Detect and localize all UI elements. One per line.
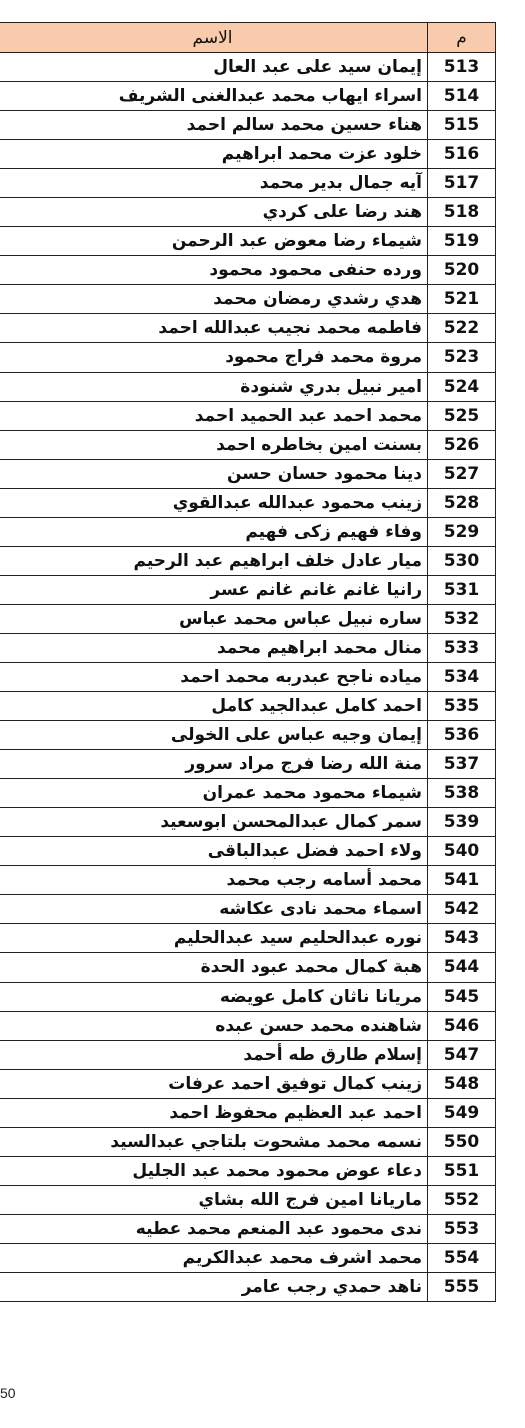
row-number: 535 (427, 692, 496, 720)
row-name: زينب كمال توفيق احمد عرفات (168, 1073, 422, 1094)
row-name: إسلام طارق طه أحمد (243, 1044, 422, 1065)
table-row (0, 82, 496, 111)
row-number: 537 (427, 750, 496, 778)
table-row (0, 1186, 496, 1215)
row-name: محمد أسامه رجب محمد (226, 870, 422, 891)
row-name: نوره عبدالحليم سيد عبدالحليم (173, 928, 422, 949)
table-row (0, 808, 496, 837)
row-number: 543 (427, 924, 496, 952)
table-row (0, 53, 496, 82)
row-name: وفاء فهيم زكى فهيم (245, 521, 422, 542)
row-number: 526 (427, 431, 496, 459)
table-row (0, 866, 496, 895)
table-row (0, 1012, 496, 1041)
row-name: مروة محمد فراج محمود (225, 347, 422, 368)
table-row (0, 198, 496, 227)
row-number: 524 (427, 373, 496, 401)
row-number: 514 (427, 82, 496, 110)
row-number: 552 (427, 1186, 496, 1214)
row-name: إيمان سيد على عبد العال (213, 57, 422, 78)
table-row (0, 343, 496, 372)
table-row (0, 460, 496, 489)
row-number: 533 (427, 634, 496, 662)
table-row (0, 1157, 496, 1186)
row-number: 553 (427, 1215, 496, 1243)
row-name: منال محمد ابراهيم محمد (216, 637, 422, 658)
table-header-row (0, 23, 496, 53)
table-row (0, 953, 496, 982)
table-row (0, 1041, 496, 1070)
row-number: 528 (427, 489, 496, 517)
row-number: 518 (427, 198, 496, 226)
row-name: ساره نبيل عباس محمد عباس (179, 608, 422, 629)
row-number: 541 (427, 866, 496, 894)
row-name: فاطمه محمد نجيب عبدالله احمد (158, 318, 422, 339)
table-row (0, 1070, 496, 1099)
row-name: سمر كمال عبدالمحسن ابوسعيد (160, 812, 422, 833)
row-number: 547 (427, 1041, 496, 1069)
table-row (0, 547, 496, 576)
table-row (0, 111, 496, 140)
row-name: محمد احمد عبد الحميد احمد (194, 405, 422, 426)
row-name: ناهد حمدي رجب عامر (241, 1276, 422, 1297)
table-row (0, 256, 496, 285)
page-footer-number: 50 (0, 1385, 16, 1401)
table-row (0, 1128, 496, 1157)
row-number: 532 (427, 605, 496, 633)
row-number: 545 (427, 983, 496, 1011)
row-number: 555 (427, 1273, 496, 1301)
row-name: شاهنده محمد حسن عبده (215, 1015, 422, 1036)
row-number: 520 (427, 256, 496, 284)
table-row (0, 1099, 496, 1128)
row-number: 530 (427, 547, 496, 575)
row-number: 544 (427, 953, 496, 981)
row-number: 525 (427, 402, 496, 430)
row-number: 516 (427, 140, 496, 168)
table-row (0, 518, 496, 547)
table-row (0, 721, 496, 750)
row-number: 548 (427, 1070, 496, 1098)
table-row (0, 663, 496, 692)
table-row (0, 634, 496, 663)
table-row (0, 140, 496, 169)
table-row (0, 779, 496, 808)
names-table (0, 22, 496, 1302)
row-name: اسماء محمد نادى عكاشه (219, 899, 422, 920)
row-name: هدي رشدي رمضان محمد (213, 289, 422, 310)
row-name: ميار عادل خلف ابراهيم عبد الرحيم (133, 550, 422, 571)
row-name: مياده ناجح عبدربه محمد احمد (180, 667, 422, 687)
table-row (0, 605, 496, 634)
row-name: منة الله رضا فرج مراد سرور (185, 754, 422, 775)
table-row (0, 983, 496, 1012)
row-name: دينا محمود حسان حسن (226, 463, 422, 484)
row-name: ورده حنفى محمود محمود (209, 260, 422, 281)
row-number: 527 (427, 460, 496, 488)
row-number: 554 (427, 1244, 496, 1272)
table-row (0, 402, 496, 431)
row-name: هبة كمال محمد عبود الحدة (200, 957, 422, 978)
row-number: 539 (427, 808, 496, 836)
table-row (0, 692, 496, 721)
row-number: 546 (427, 1012, 496, 1040)
row-number: 540 (427, 837, 496, 865)
row-name: بسنت امين بخاطره احمد (216, 434, 422, 455)
row-number: 549 (427, 1099, 496, 1127)
row-name: زينب محمود عبدالله عبدالقوي (172, 492, 422, 513)
row-number: 542 (427, 895, 496, 923)
row-name: رانيا غانم غانم غانم عسر (210, 579, 422, 600)
table-row (0, 895, 496, 924)
row-number: 521 (427, 285, 496, 313)
table-row (0, 576, 496, 605)
row-number: 536 (427, 721, 496, 749)
table-row (0, 227, 496, 256)
table-row (0, 1215, 496, 1244)
row-name: ندى محمود عبد المنعم محمد عطيه (135, 1218, 422, 1239)
row-number: 551 (427, 1157, 496, 1185)
row-number: 529 (427, 518, 496, 546)
table-row (0, 1273, 496, 1302)
row-name: مريانا ناثان كامل عويضه (219, 986, 422, 1007)
row-number: 515 (427, 111, 496, 139)
row-name: اسراء ايهاب محمد عبدالغنى الشريف (118, 86, 422, 107)
row-name: شيماء محمود محمد عمران (202, 783, 422, 804)
row-number: 523 (427, 343, 496, 371)
table-row (0, 431, 496, 460)
row-number: 517 (427, 169, 496, 197)
row-name: ماريانا امين فرج الله بشاي (198, 1189, 422, 1210)
table-row (0, 169, 496, 198)
row-name: امير نبيل بدري شنودة (240, 376, 422, 397)
header-number: م (427, 23, 496, 52)
row-name: دعاء عوض محمود محمد عبد الجليل (132, 1160, 422, 1181)
row-name: ولاء احمد فضل عبدالباقى (207, 841, 422, 862)
row-name: آيه جمال بدير محمد (259, 173, 422, 194)
row-name: إيمان وجيه عباس على الخولى (170, 725, 422, 746)
table-row (0, 373, 496, 402)
row-name: هند رضا على كردي (262, 202, 422, 223)
row-name: خلود عزت محمد ابراهيم (221, 144, 422, 165)
table-row (0, 837, 496, 866)
table-row (0, 750, 496, 779)
row-number: 534 (427, 663, 496, 691)
row-number: 531 (427, 576, 496, 604)
row-number: 522 (427, 314, 496, 342)
table-row (0, 1244, 496, 1273)
row-number: 538 (427, 779, 496, 807)
row-name: هناء حسين محمد سالم احمد (186, 115, 422, 136)
row-name: احمد عبد العظيم محفوظ احمد (169, 1102, 422, 1123)
row-name: شيماء رضا معوض عبد الرحمن (171, 231, 422, 252)
header-name: الاسم (192, 27, 233, 48)
table-row (0, 285, 496, 314)
table-row (0, 924, 496, 953)
table-row (0, 489, 496, 518)
row-name: نسمه محمد مشحوت بلتاجي عبدالسيد (110, 1131, 422, 1152)
row-number: 519 (427, 227, 496, 255)
row-number: 513 (427, 53, 496, 81)
table-row (0, 314, 496, 343)
row-number: 550 (427, 1128, 496, 1156)
row-name: احمد كامل عبدالجيد كامل (211, 696, 422, 717)
row-name: محمد اشرف محمد عبدالكريم (182, 1247, 422, 1268)
